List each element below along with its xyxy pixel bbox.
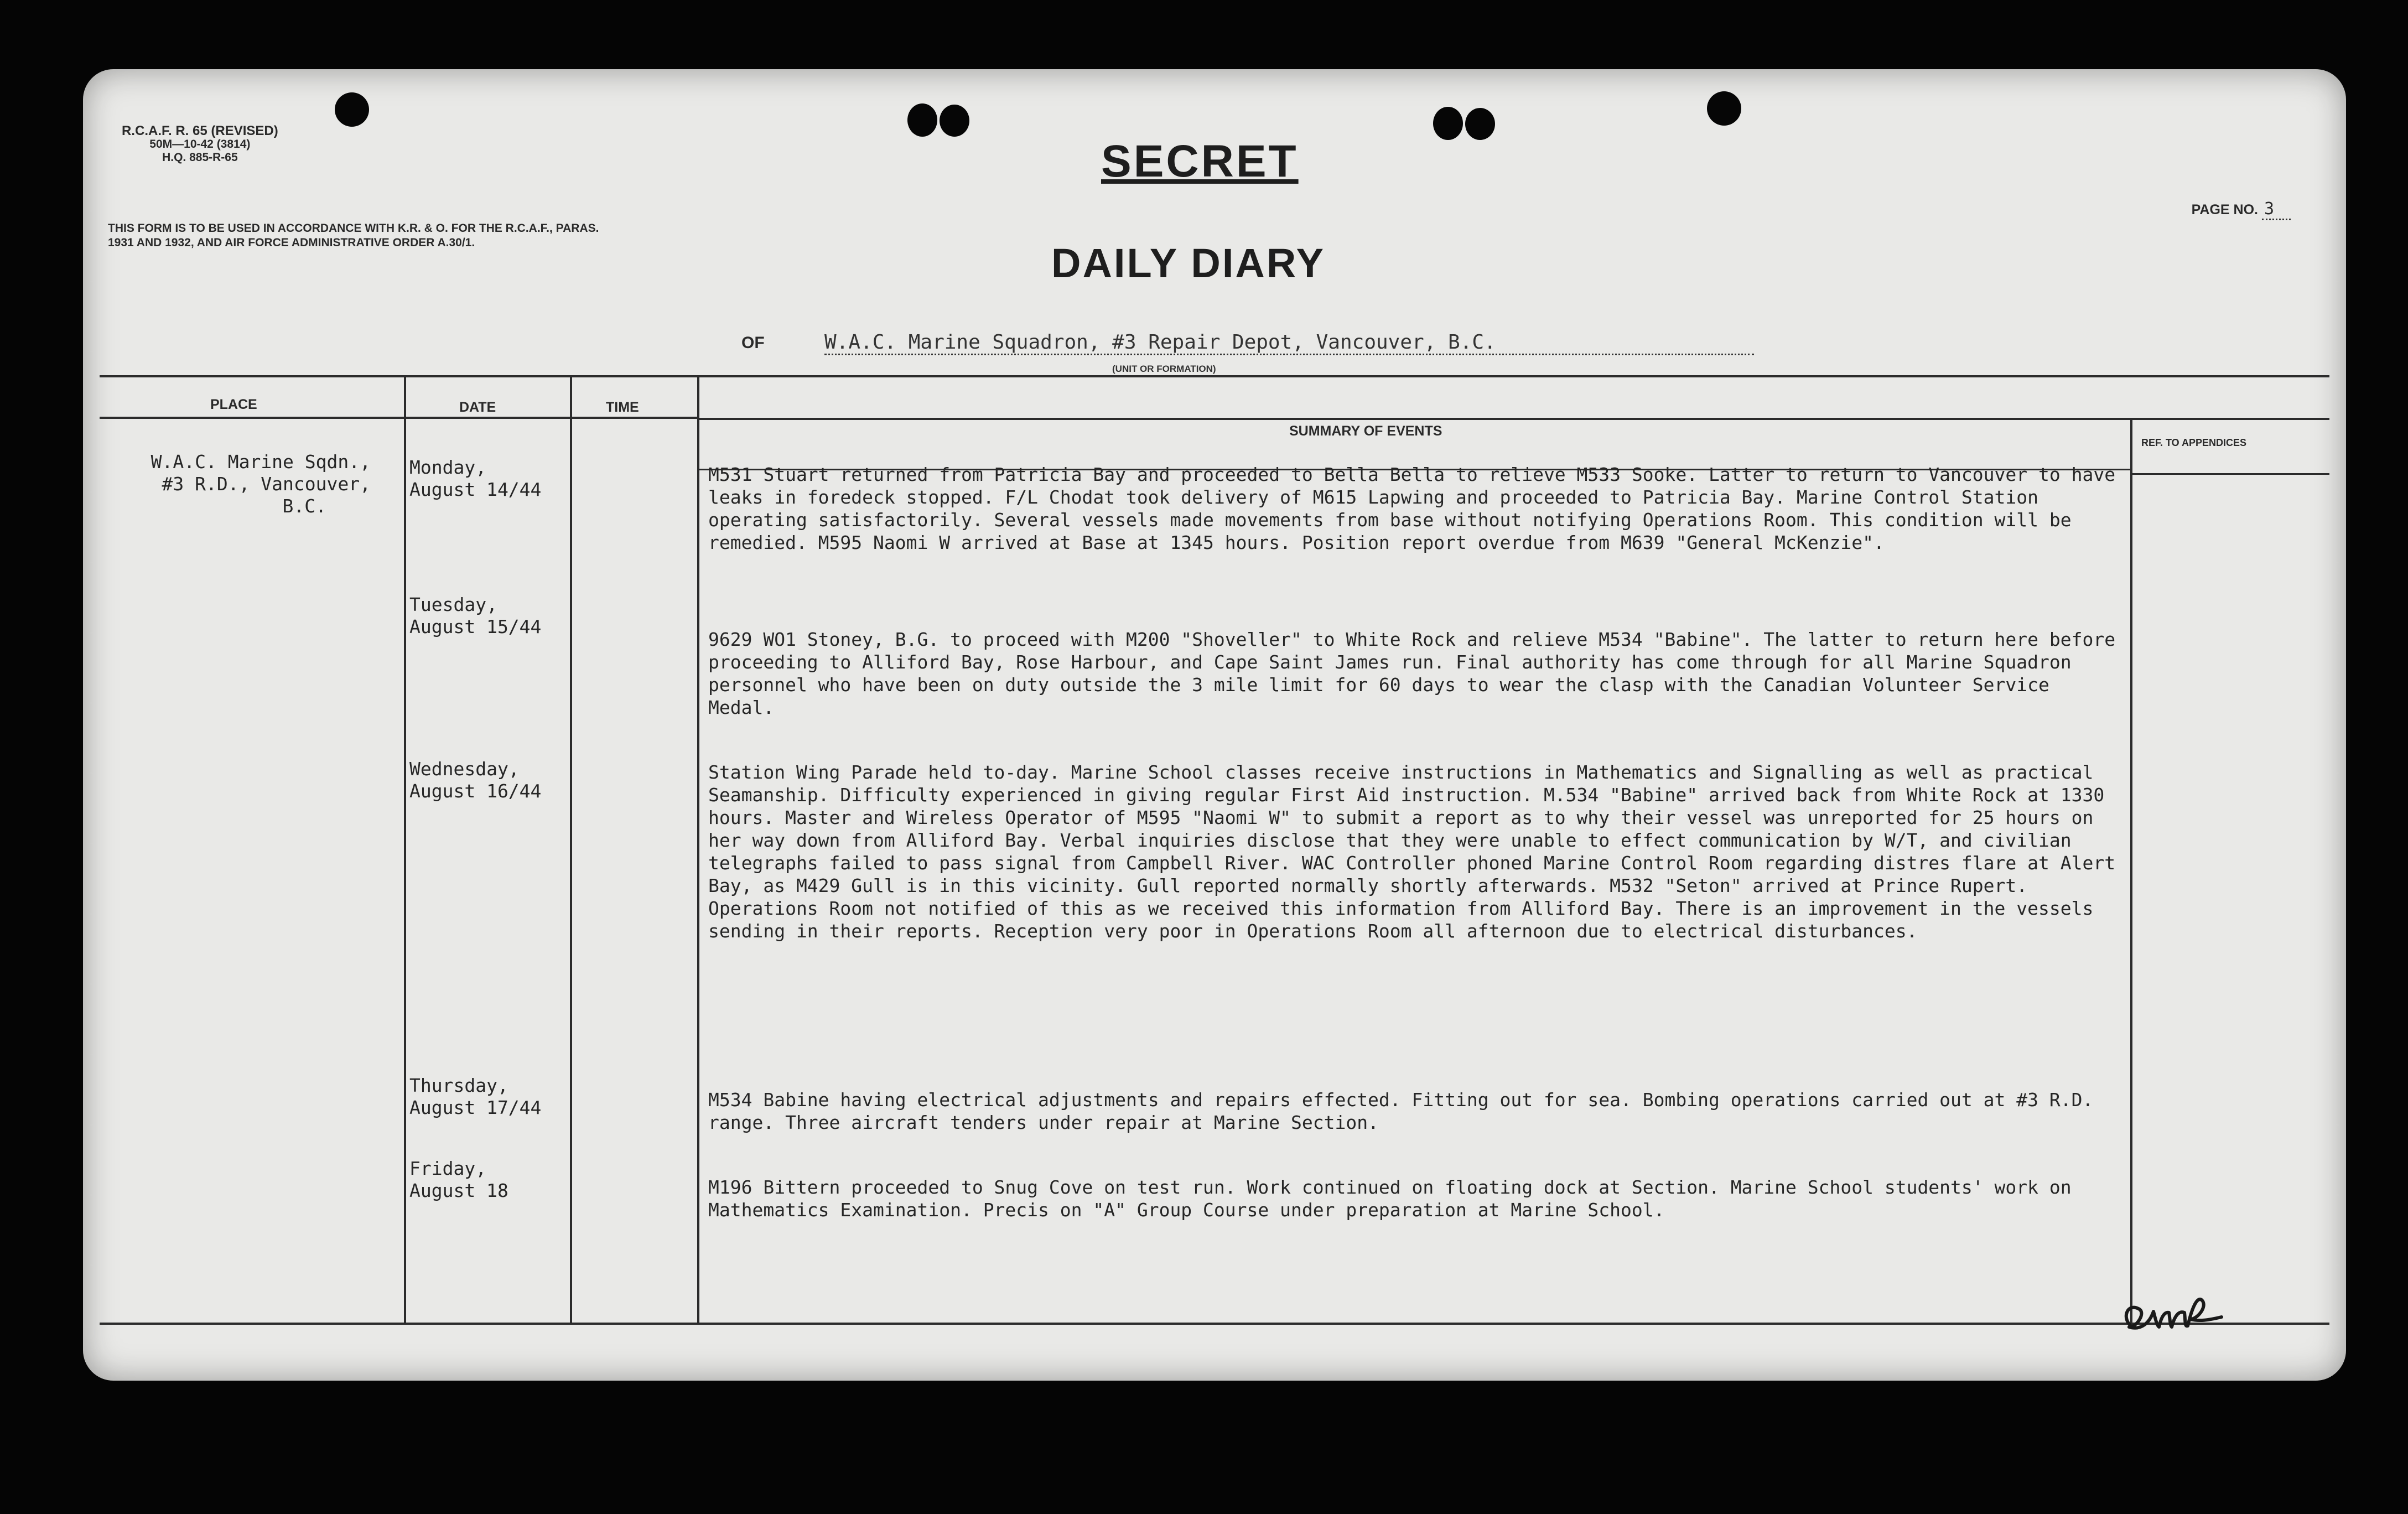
column-divider (2130, 418, 2132, 1324)
of-label: OF (741, 334, 765, 352)
punch-hole (940, 105, 969, 137)
place-cell: W.A.C. Marine Sqdn., #3 R.D., Vancouver, B.C. (150, 451, 371, 517)
diary-entry: 9629 WO1 Stoney, B.G. to proceed with M200 "Shoveller" to White Rock and relieve M534 "Babine". The latter to return here before proceeding to Alliford Bay, Rose Harbour, and Cape Saint James run. Final authority has come through for all Marine Squadron personnel who have been on duty outside the 3 mile limit for 60 days to wear the clasp with the Canadian Volunteer Service Medal. (708, 629, 2116, 718)
header-rule (100, 417, 697, 419)
date-cell: Monday, August 14/44 (409, 457, 542, 500)
header-place: PLACE (210, 397, 257, 412)
header-ref-appendices: REF. TO APPENDICES (2141, 437, 2247, 448)
punch-hole (1707, 91, 1741, 126)
column-divider (570, 375, 572, 1324)
diary-entry: M196 Bittern proceeded to Snug Cove on test run. Work continued on floating dock at Section. Marine School students' work on Mathematics Examination. Precis on "A" Group Course under preparation at Marine School. (708, 1176, 2072, 1221)
diary-entry: M531 Stuart returned from Patricia Bay and proceeded to Bella Bella to relieve M533 Sooke. Latter to return to Vancouver to have leaks in foredeck stopped. F/L Chodat took delivery of M615 Lapwing and proceeded to Patricia Bay. Marine Control Station operating satisfactorily. Several vessels made movements from base without notifying Operations Room. This condition will be remedied. M595 Naomi W arrived at Base at 1345 hours. Position report overdue from M639 "General McKenzie". (708, 464, 2116, 553)
diary-entry: Station Wing Parade held to-day. Marine School classes receive instructions in Mathematics and Signalling as well as practical Seamanship. Difficulty experienced in giving regular First Aid instruction. M.534 "Babine" arrived back from White Rock at 1330 hours. Master and Wireless Operator of M595 "Naomi W" to submit a report as to why their vessel was unreported for 25 hours on her way down from Alliford Bay. Verbal inquiries disclose that they were unable to effect communication by W/T, and civilian telegraphs failed to pass signal from Campbell River. WAC Controller phoned Marine Control Room regarding distres flare at Alert Bay, as M429 Gull is in this vicinity. Gull reported normally shortly afterwards. M532 "Seton" arrived at Prince Rupert. Operations Room not notified of this as we received this information from Alliford Bay. There is an improvement in the vessels sending in their reports. Reception very poor in Operations Room all afternoon due to electrical disturbances. (708, 761, 2116, 942)
page-number: PAGE NO. 3 (2192, 199, 2291, 219)
punch-hole (907, 103, 937, 137)
bottom-rule (100, 1323, 2329, 1325)
handwritten-initials-signature (2119, 1273, 2230, 1339)
diary-page (83, 69, 2346, 1381)
unit-caption: (UNIT OR FORMATION) (1112, 364, 1216, 374)
diary-entry: M534 Babine having electrical adjustments and repairs effected. Fitting out for sea. Bombing operations carried out at #3 R.D. range. Three aircraft tenders under repair at Marine Section. (708, 1089, 2094, 1133)
date-cell: Wednesday, August 16/44 (409, 758, 542, 802)
classification-heading: SECRET (1101, 136, 1299, 186)
punch-hole (1465, 108, 1495, 140)
header-rule (2130, 418, 2329, 420)
date-cell: Thursday, August 17/44 (409, 1075, 542, 1118)
header-time: TIME (606, 400, 639, 415)
page-title: DAILY DIARY (1051, 240, 1325, 286)
column-divider (404, 375, 406, 1324)
ref-subrule (2130, 473, 2329, 475)
column-divider (697, 375, 699, 1324)
punch-hole (1433, 107, 1463, 140)
punch-hole (335, 92, 369, 127)
date-cell: Friday, August 18 (409, 1158, 508, 1201)
header-rule (100, 375, 2329, 377)
date-cell: Tuesday, August 15/44 (409, 594, 542, 637)
form-notice: THIS FORM IS TO BE USED IN ACCORDANCE WITH K.R. & O. FOR THE R.C.A.F., PARAS. 1931 AND 1932, AND AIR FORCE ADMINISTRATIVE ORDER A.30/1. (108, 222, 599, 249)
header-summary: SUMMARY OF EVENTS (1289, 423, 1442, 439)
header-date: DATE (459, 400, 496, 415)
header-rule (697, 418, 2130, 420)
unit-name: W.A.C. Marine Squadron, #3 Repair Depot, Vancouver, B.C. (824, 331, 1754, 355)
form-identifier: R.C.A.F. R. 65 (REVISED) 50M—10-42 (3814) H.Q. 885-R-65 (122, 123, 278, 164)
